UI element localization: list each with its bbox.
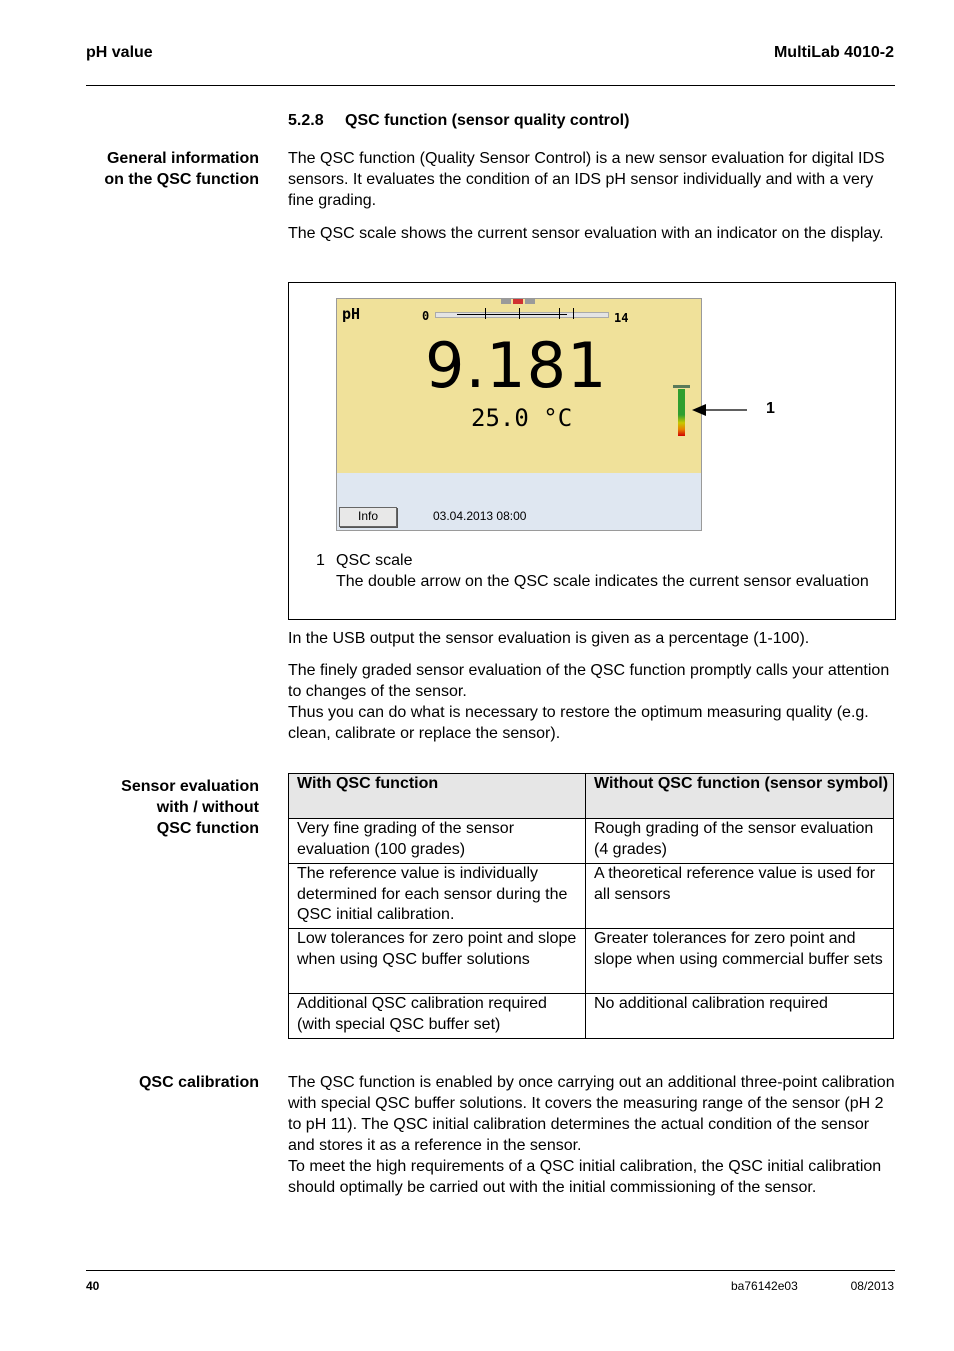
status-mark <box>525 299 535 304</box>
header-right: MultiLab 4010-2 <box>773 44 894 61</box>
header-rule <box>86 85 895 86</box>
paragraph: The QSC scale shows the current sensor evaluation with an indicator on the display. <box>288 225 884 242</box>
timestamp: 03.04.2013 08:00 <box>433 509 527 523</box>
scale-tick <box>519 308 520 319</box>
paragraph: Thus you can do what is necessary to restore the optimum measuring quality (e.g. clean, calibrate or replace the sensor). <box>288 704 869 742</box>
side-label-calibration: QSC calibration <box>138 1074 259 1091</box>
section-heading <box>288 112 629 130</box>
table-cell: Rough grading of the sensor evaluation (4 grades) <box>586 819 894 864</box>
section-title: QSC function (sensor quality control) <box>345 112 630 129</box>
table-row <box>289 929 894 994</box>
comparison-table <box>288 773 894 1039</box>
ph-scale-line <box>457 314 567 315</box>
calibration-text <box>288 1072 895 1198</box>
status-mark <box>501 299 511 304</box>
scale-tick <box>485 308 486 319</box>
ph-scale-bar <box>435 312 609 318</box>
scale-tick <box>559 308 560 319</box>
table-cell: Additional QSC calibration required (with special QSC buffer set) <box>289 994 586 1039</box>
paragraph: The QSC function is enabled by once carrying out an additional three-point calibration with special QSC buffer solutions. It covers the measuring range of the sensor (pH 2 to pH 11). The QSC initial calibration determines the actual condition of the sensor and stores it as a reference in the sensor. <box>288 1074 895 1154</box>
table-header: Without QSC function (sensor symbol) <box>586 774 894 819</box>
paragraph: The QSC function (Quality Sensor Control) is a new sensor evaluation for digital IDS sensors. It evaluates the condition of an IDS pH sensor individually and with a very fine grading. <box>288 150 885 209</box>
legend-number: 1 <box>316 552 325 569</box>
table-cell: A theoretical reference value is used for all sensors <box>586 864 894 929</box>
temperature-value: 25.0 °C <box>471 404 573 432</box>
table-cell: Greater tolerances for zero point and slope when using commercial buffer sets <box>586 929 894 994</box>
ph-label: pH <box>342 305 361 323</box>
table-cell: Very fine grading of the sensor evaluation (100 grades) <box>289 819 586 864</box>
side-label-line: Sensor evaluation <box>121 778 259 795</box>
scale-tick <box>573 308 574 319</box>
table-cell: The reference value is individually determined for each sensor during the QSC initial calibration. <box>289 864 586 929</box>
figure-legend <box>316 550 876 592</box>
table-row <box>289 864 894 929</box>
table-cell: Low tolerances for zero point and slope when using QSC buffer solutions <box>289 929 586 994</box>
table-row <box>289 819 894 864</box>
table-header-row <box>289 774 894 819</box>
info-button[interactable]: Info <box>339 507 397 527</box>
table-cell: No additional calibration required <box>586 994 894 1039</box>
page-number: 40 <box>86 1279 100 1293</box>
qsc-scale <box>678 389 685 436</box>
scale-min-label: 0 <box>422 309 430 323</box>
paragraph: To meet the high requirements of a QSC initial calibration, the QSC initial calibration should optimally be carried out with the initial commissioning of the sensor. <box>288 1158 882 1196</box>
measured-value: 9.181 <box>425 329 608 402</box>
side-label-line: on the QSC function <box>104 171 259 188</box>
general-text <box>288 148 896 244</box>
callout-number: 1 <box>766 400 775 417</box>
side-label-line: with / without <box>156 799 259 816</box>
paragraph: The finely graded sensor evaluation of the QSC function promptly calls your attention to changes of the sensor. <box>288 662 890 700</box>
scale-max-label: 14 <box>614 311 629 325</box>
after-figure-text <box>288 628 896 744</box>
side-label-general <box>86 148 259 190</box>
document-date: 08/2013 <box>850 1279 894 1293</box>
meter-display <box>336 298 702 531</box>
status-mark <box>513 299 523 304</box>
callout-arrow-icon <box>690 400 750 420</box>
side-label-comparison <box>86 776 259 839</box>
side-label-line: General information <box>106 150 259 167</box>
section-number: 5.2.8 <box>288 112 324 129</box>
legend-description: The double arrow on the QSC scale indicates the current sensor evaluation <box>336 573 869 590</box>
footer-rule <box>86 1270 895 1271</box>
qsc-double-arrow-icon <box>673 385 690 388</box>
legend-title: QSC scale <box>336 552 413 569</box>
table-row <box>289 994 894 1039</box>
document-id: ba76142e03 <box>731 1279 798 1293</box>
side-label-line: QSC function <box>156 820 259 837</box>
header-left: pH value <box>86 44 153 61</box>
paragraph: In the USB output the sensor evaluation is given as a percentage (1-100). <box>288 630 810 647</box>
table-header: With QSC function <box>289 774 586 819</box>
